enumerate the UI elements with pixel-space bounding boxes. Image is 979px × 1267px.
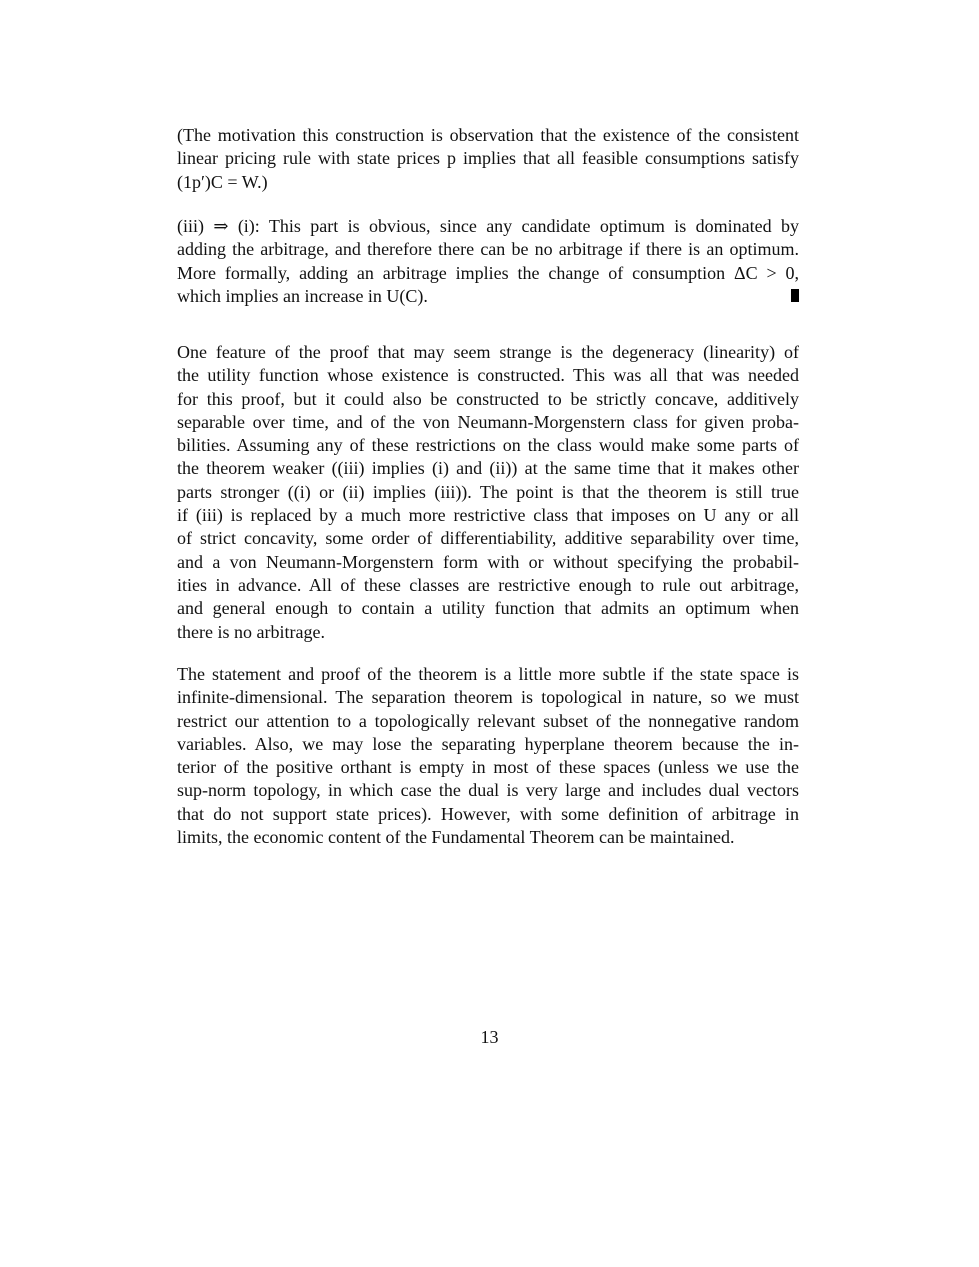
- text-line: adding the arbitrage, and therefore there can be no arbitrage if there is an optimum.: [177, 239, 799, 260]
- paragraph-degeneracy: [177, 341, 799, 644]
- paragraph-infinite-dimensional: [177, 663, 799, 849]
- text-line: infinite-dimensional. The separation theorem is topological in nature, so we must: [177, 687, 799, 708]
- text-line: The statement and proof of the theorem is a little more subtle if the state space is: [177, 664, 799, 684]
- text-line: the theorem weaker ((iii) implies (i) and (ii)) at the same time that it makes other: [177, 458, 799, 479]
- text-line: and a von Neumann-Morgenstern form with or without specifying the probabil-: [177, 551, 799, 572]
- text-line: for this proof, but it could also be constructed to be strictly concave, additively: [177, 388, 799, 409]
- text-line: of strict concavity, some order of differentiability, additive separability over time,: [177, 528, 799, 549]
- text-line: the utility function whose existence is constructed. This was all that was needed: [177, 365, 799, 386]
- text-line: and general enough to contain a utility function that admits an optimum when: [177, 598, 799, 619]
- text-line: More formally, adding an arbitrage implies the change of consumption ΔC > 0,: [177, 262, 799, 283]
- text-line-with-qed: [177, 285, 799, 308]
- text-line: (1p′)C = W.): [177, 171, 268, 192]
- text-line: limits, the economic content of the Fundamental Theorem can be maintained.: [177, 827, 735, 848]
- paragraph-motivation: [177, 124, 799, 194]
- page-number: 13: [480, 1027, 499, 1047]
- text-line: that do not support state prices). However, with some definition of arbitrage in: [177, 803, 799, 824]
- text-line: terior of the positive orthant is empty in most of these spaces (unless we use the: [177, 757, 799, 778]
- text-line: there is no arbitrage.: [177, 621, 325, 642]
- text-line: bilities. Assuming any of these restrictions on the class would make some parts of: [177, 435, 799, 456]
- text-line: (The motivation this construction is observation that the existence of the consistent: [177, 125, 799, 145]
- text-line: (iii) ⇒ (i): This part is obvious, since any candidate optimum is dominated by: [177, 216, 799, 236]
- text-line: if (iii) is replaced by a much more restrictive class that imposes on U any or all: [177, 505, 799, 526]
- text-line: linear pricing rule with state prices p implies that all feasible consumptions satisfy: [177, 148, 799, 169]
- text-line: parts stronger ((i) or (ii) implies (iii)). The point is that the theorem is still true: [177, 481, 799, 502]
- qed-square-icon: [791, 289, 799, 302]
- text-line: which implies an increase in U(C).: [177, 285, 428, 306]
- paragraph-proof-iii-implies-i: [177, 215, 799, 308]
- text-line: sup-norm topology, in which case the dual is very large and includes dual vectors: [177, 780, 799, 801]
- text-line: restrict our attention to a topologically relevant subset of the nonnegative random: [177, 710, 799, 731]
- text-line: separable over time, and of the von Neumann-Morgenstern class for given proba-: [177, 411, 799, 432]
- text-line: ities in advance. All of these classes are restrictive enough to rule out arbitrage,: [177, 574, 799, 595]
- text-line: One feature of the proof that may seem strange is the degeneracy (linearity) of: [177, 342, 799, 362]
- text-line: variables. Also, we may lose the separating hyperplane theorem because the in-: [177, 733, 799, 754]
